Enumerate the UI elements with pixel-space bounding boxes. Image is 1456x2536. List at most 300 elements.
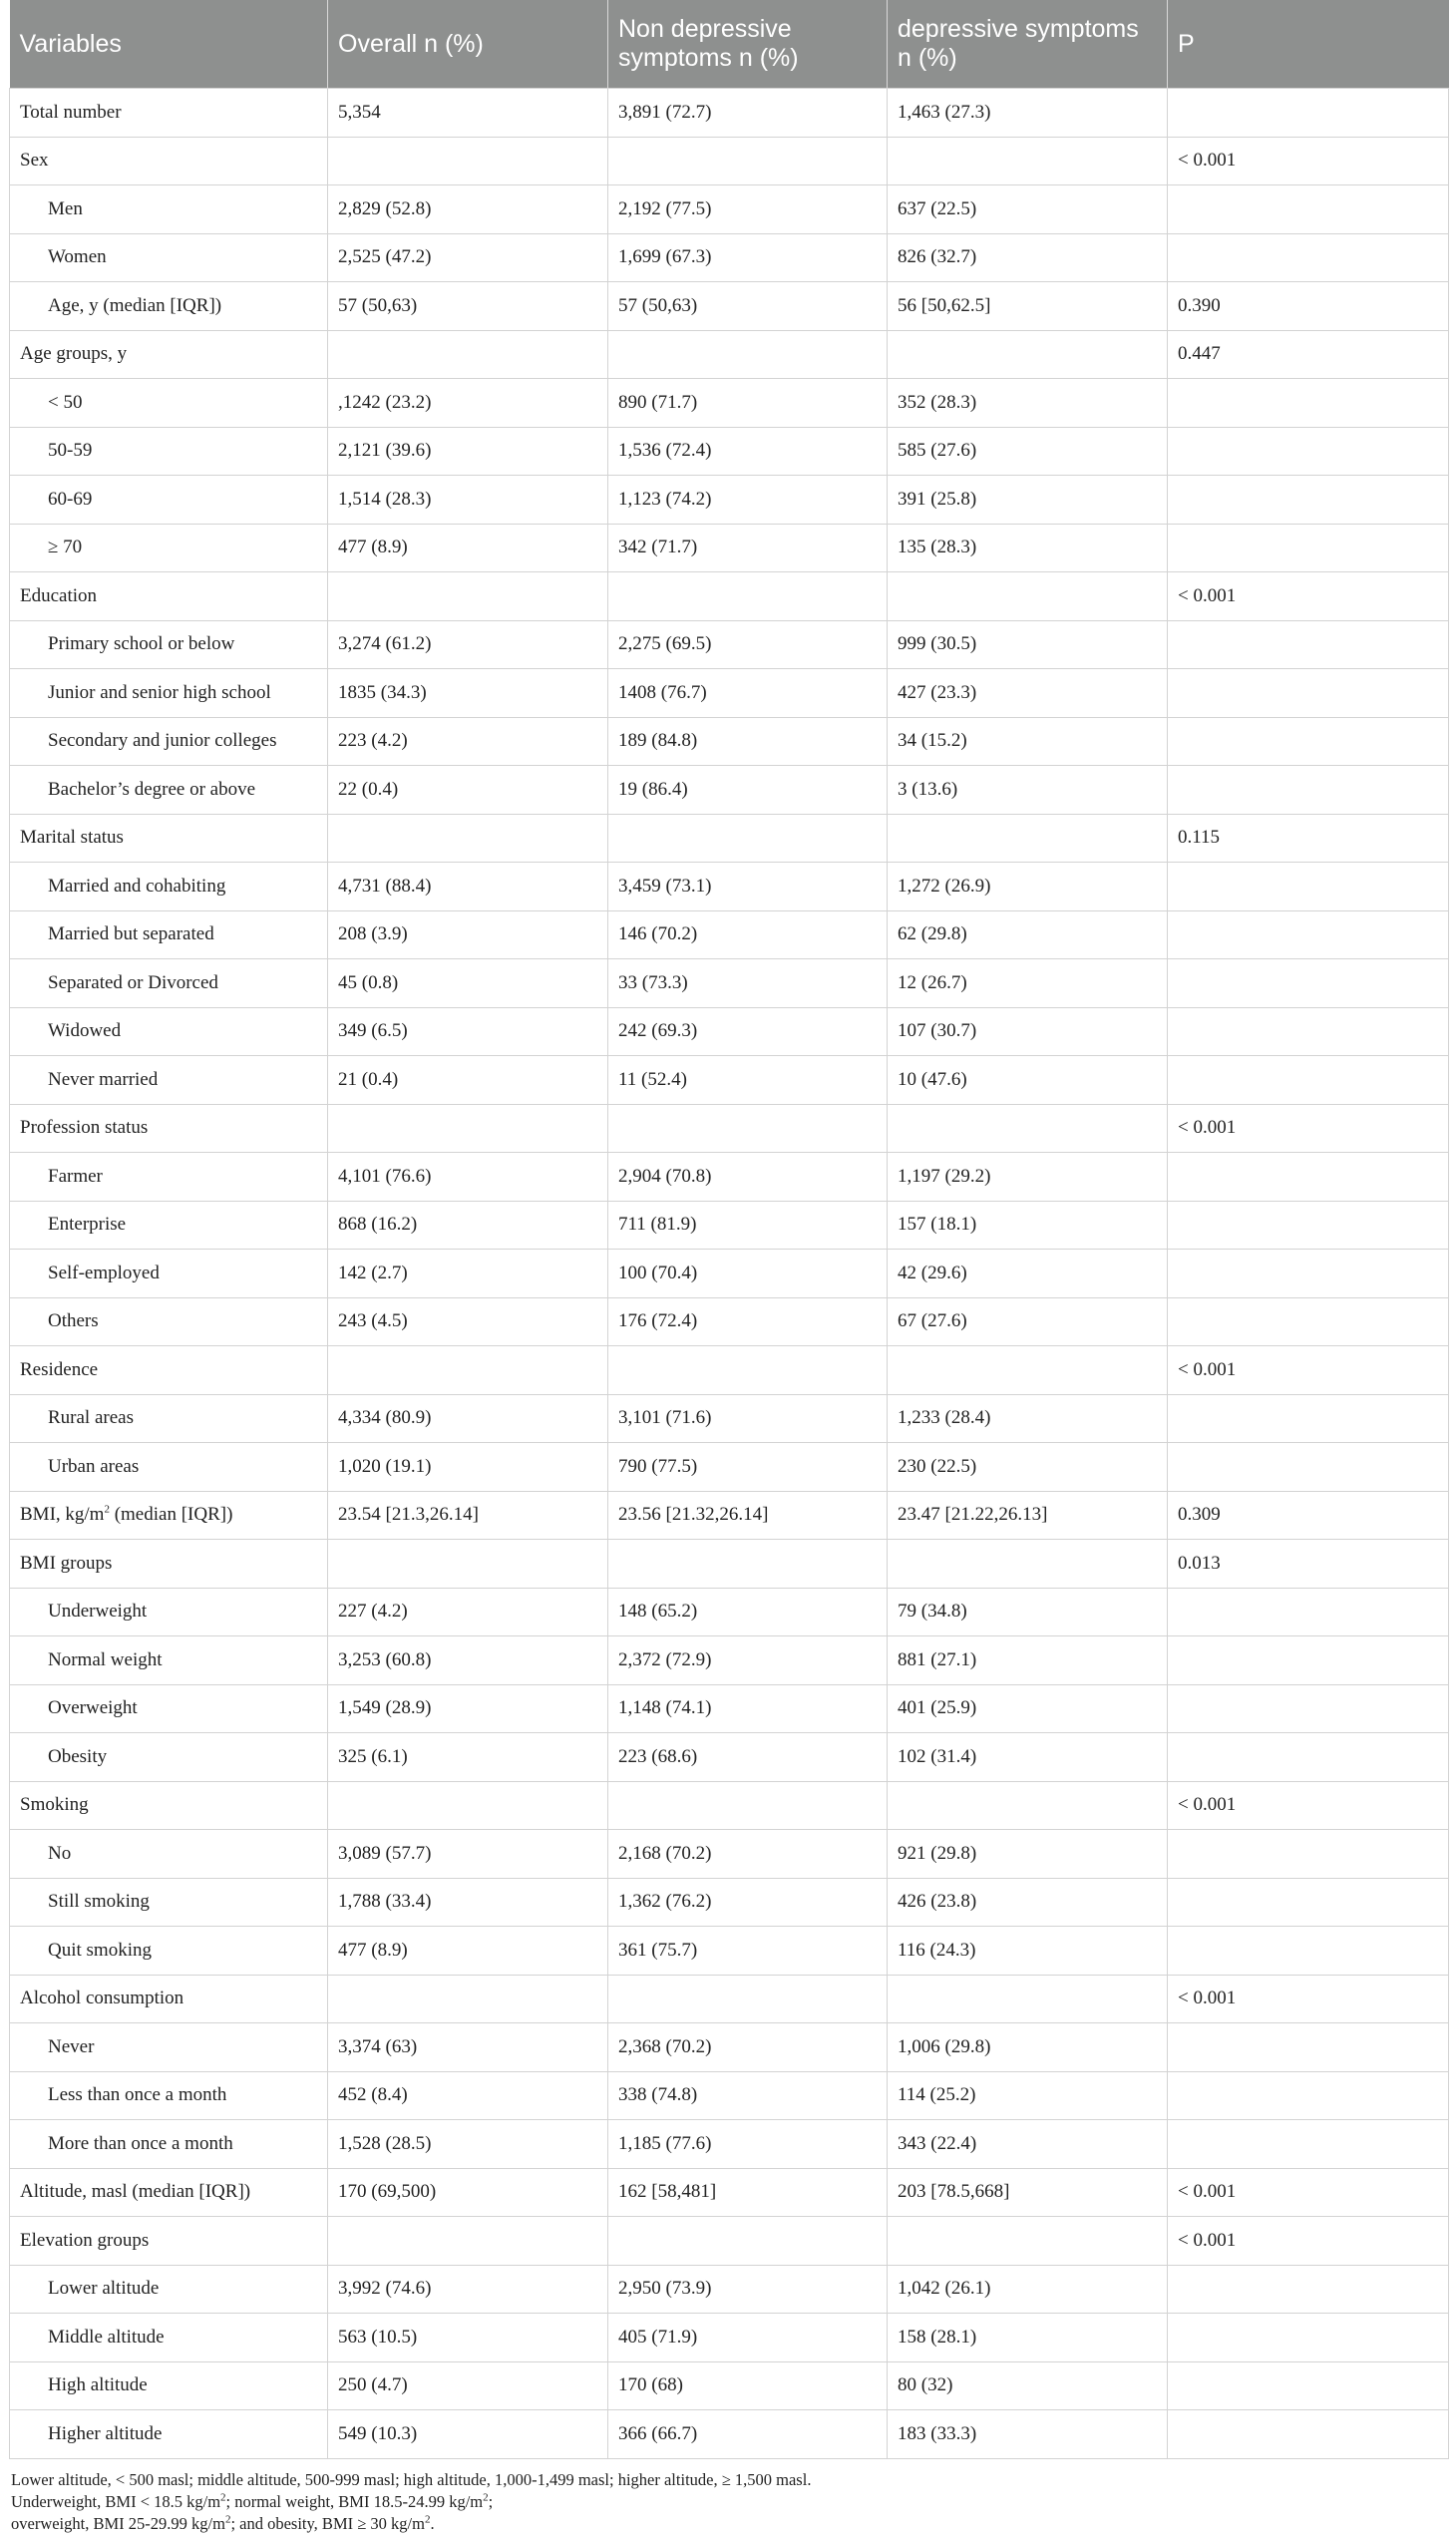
table-row: [10, 476, 1449, 525]
cell-p-value: [1168, 233, 1449, 282]
cell-overall: 2,525 (47.2): [328, 233, 608, 282]
cell-p-value: [1168, 959, 1449, 1008]
variable-label: Never: [48, 2035, 95, 2057]
footnote-text: overweight, BMI 25-29.99 kg/m: [11, 2513, 225, 2533]
table-body: [10, 89, 1449, 2459]
cell-depressive: 67 (27.6): [888, 1297, 1168, 1346]
cell-non-depressive: 890 (71.7): [608, 379, 888, 428]
variable-label: Primary school or below: [48, 633, 235, 655]
cell-depressive: [888, 814, 1168, 863]
table-row: [10, 379, 1449, 428]
cell-non-depressive: 223 (68.6): [608, 1733, 888, 1782]
cell-non-depressive: 176 (72.4): [608, 1297, 888, 1346]
table-row: [10, 766, 1449, 815]
cell-variable: [10, 1975, 328, 2023]
cell-non-depressive: 146 (70.2): [608, 910, 888, 959]
cell-non-depressive: [608, 1346, 888, 1395]
cell-variable: [10, 1346, 328, 1395]
cell-p-value: [1168, 1588, 1449, 1636]
table-row: [10, 2120, 1449, 2169]
cell-p-value: 0.309: [1168, 1491, 1449, 1540]
variable-label: Elevation groups: [20, 2229, 150, 2251]
cell-non-depressive: 2,904 (70.8): [608, 1153, 888, 1202]
cell-non-depressive: 3,891 (72.7): [608, 89, 888, 138]
variable-label: Married and cohabiting: [48, 875, 226, 897]
cell-depressive: 79 (34.8): [888, 1588, 1168, 1636]
cell-overall: 208 (3.9): [328, 910, 608, 959]
table-row: [10, 2265, 1449, 2314]
table-row: [10, 1153, 1449, 1202]
variable-label: Separated or Divorced: [48, 971, 218, 993]
table-row: [10, 863, 1449, 911]
cell-p-value: 0.447: [1168, 330, 1449, 379]
superscript: 2: [104, 1503, 110, 1516]
cell-variable: [10, 1491, 328, 1540]
variable-label: Residence: [20, 1358, 99, 1380]
cell-non-depressive: 2,192 (77.5): [608, 185, 888, 234]
variable-label: Middle altitude: [48, 2326, 165, 2348]
cell-p-value: [1168, 620, 1449, 669]
cell-p-value: [1168, 1201, 1449, 1250]
table-row: [10, 233, 1449, 282]
cell-variable: [10, 2168, 328, 2217]
cell-depressive: 135 (28.3): [888, 524, 1168, 572]
table-row: [10, 2217, 1449, 2266]
cell-non-depressive: 2,275 (69.5): [608, 620, 888, 669]
table-row: [10, 2023, 1449, 2072]
variable-label: Altitude, masl (median [IQR]): [20, 2181, 251, 2203]
cell-non-depressive: [608, 814, 888, 863]
cell-depressive: 158 (28.1): [888, 2314, 1168, 2362]
footnote-text: Underweight, BMI < 18.5 kg/m: [11, 2491, 221, 2511]
footnote-line: [11, 2513, 1448, 2535]
cell-p-value: 0.115: [1168, 814, 1449, 863]
cell-overall: [328, 330, 608, 379]
cell-overall: [328, 814, 608, 863]
cell-variable: [10, 524, 328, 572]
cell-variable: [10, 2071, 328, 2120]
cell-variable: [10, 814, 328, 863]
cell-non-depressive: 2,950 (73.9): [608, 2265, 888, 2314]
cell-p-value: [1168, 1153, 1449, 1202]
cell-p-value: [1168, 910, 1449, 959]
cell-p-value: [1168, 1830, 1449, 1879]
cell-non-depressive: 338 (74.8): [608, 2071, 888, 2120]
cell-overall: 549 (10.3): [328, 2410, 608, 2459]
cell-non-depressive: 1,362 (76.2): [608, 1878, 888, 1927]
cell-overall: 4,101 (76.6): [328, 1153, 608, 1202]
cell-overall: [328, 1540, 608, 1589]
cell-variable: [10, 1297, 328, 1346]
variable-label: Enterprise: [48, 1214, 127, 1236]
cell-p-value: < 0.001: [1168, 1104, 1449, 1153]
table-row: [10, 137, 1449, 185]
cell-depressive: [888, 2217, 1168, 2266]
cell-non-depressive: [608, 1540, 888, 1589]
table-row: [10, 2314, 1449, 2362]
cell-p-value: [1168, 863, 1449, 911]
cell-variable: [10, 1781, 328, 1830]
cell-depressive: 1,233 (28.4): [888, 1394, 1168, 1443]
cell-depressive: 921 (29.8): [888, 1830, 1168, 1879]
cell-p-value: [1168, 1733, 1449, 1782]
cell-non-depressive: 361 (75.7): [608, 1927, 888, 1976]
cell-variable: [10, 379, 328, 428]
cell-depressive: 56 [50,62.5]: [888, 282, 1168, 331]
cell-depressive: [888, 1346, 1168, 1395]
cell-overall: [328, 1975, 608, 2023]
cell-depressive: 23.47 [21.22,26.13]: [888, 1491, 1168, 1540]
cell-non-depressive: 1,699 (67.3): [608, 233, 888, 282]
cell-p-value: [1168, 427, 1449, 476]
cell-non-depressive: [608, 2217, 888, 2266]
cell-overall: 1,528 (28.5): [328, 2120, 608, 2169]
cell-p-value: [1168, 524, 1449, 572]
table-row: [10, 2071, 1449, 2120]
cell-depressive: 203 [78.5,668]: [888, 2168, 1168, 2217]
table-row: [10, 620, 1449, 669]
cell-non-depressive: 100 (70.4): [608, 1250, 888, 1298]
cell-overall: 3,274 (61.2): [328, 620, 608, 669]
cell-p-value: [1168, 1056, 1449, 1105]
variable-label: Secondary and junior colleges: [48, 730, 277, 752]
footnote-text: ; and obesity, BMI ≥ 30 kg/m: [230, 2513, 425, 2533]
cell-overall: [328, 572, 608, 621]
cell-non-depressive: 2,168 (70.2): [608, 1830, 888, 1879]
variable-label: Higher altitude: [48, 2422, 163, 2444]
cell-depressive: 401 (25.9): [888, 1684, 1168, 1733]
cell-non-depressive: 242 (69.3): [608, 1007, 888, 1056]
table-row: [10, 1104, 1449, 1153]
header-depressive: depressive symptoms n (%): [888, 0, 1168, 89]
cell-p-value: < 0.001: [1168, 137, 1449, 185]
cell-overall: 1835 (34.3): [328, 669, 608, 718]
cell-variable: [10, 2265, 328, 2314]
characteristics-table: [9, 0, 1449, 2459]
cell-p-value: [1168, 669, 1449, 718]
cell-depressive: 183 (33.3): [888, 2410, 1168, 2459]
cell-variable: [10, 910, 328, 959]
cell-overall: 57 (50,63): [328, 282, 608, 331]
cell-variable: [10, 233, 328, 282]
table-row: [10, 89, 1449, 138]
table-row: [10, 1443, 1449, 1492]
cell-depressive: 352 (28.3): [888, 379, 1168, 428]
cell-overall: 563 (10.5): [328, 2314, 608, 2362]
footnote-superscript: 2: [224, 2513, 231, 2525]
cell-depressive: 1,006 (29.8): [888, 2023, 1168, 2072]
table-row: [10, 1297, 1449, 1346]
cell-p-value: [1168, 1684, 1449, 1733]
cell-variable: [10, 1153, 328, 1202]
table-container: [9, 0, 1448, 2535]
footnote-line: [11, 2469, 1448, 2491]
cell-overall: [328, 1104, 608, 1153]
cell-non-depressive: [608, 1104, 888, 1153]
cell-variable: [10, 2314, 328, 2362]
table-header: [10, 0, 1449, 89]
cell-variable: [10, 2410, 328, 2459]
variable-label: Rural areas: [48, 1407, 134, 1429]
table-row: [10, 1056, 1449, 1105]
cell-depressive: 107 (30.7): [888, 1007, 1168, 1056]
table-row: [10, 1491, 1449, 1540]
header-row: [10, 0, 1449, 89]
cell-variable: [10, 1830, 328, 1879]
cell-depressive: 343 (22.4): [888, 2120, 1168, 2169]
cell-p-value: [1168, 2410, 1449, 2459]
cell-non-depressive: 57 (50,63): [608, 282, 888, 331]
cell-overall: 4,731 (88.4): [328, 863, 608, 911]
cell-non-depressive: [608, 137, 888, 185]
cell-non-depressive: 148 (65.2): [608, 1588, 888, 1636]
cell-overall: 452 (8.4): [328, 2071, 608, 2120]
cell-depressive: [888, 1104, 1168, 1153]
cell-variable: [10, 1588, 328, 1636]
cell-variable: [10, 1394, 328, 1443]
cell-p-value: [1168, 89, 1449, 138]
cell-overall: 45 (0.8): [328, 959, 608, 1008]
variable-label: Farmer: [48, 1165, 103, 1187]
table-row: [10, 330, 1449, 379]
cell-overall: 250 (4.7): [328, 2361, 608, 2410]
variable-label: Men: [48, 197, 83, 219]
table-row: [10, 910, 1449, 959]
cell-variable: [10, 476, 328, 525]
cell-overall: [328, 1346, 608, 1395]
cell-variable: [10, 1733, 328, 1782]
table-row: [10, 959, 1449, 1008]
table-row: [10, 2361, 1449, 2410]
cell-overall: [328, 1781, 608, 1830]
variable-label: Normal weight: [48, 1648, 163, 1670]
cell-variable: [10, 2120, 328, 2169]
cell-non-depressive: [608, 330, 888, 379]
table-row: [10, 427, 1449, 476]
variable-label: BMI, kg/m: [20, 1504, 105, 1526]
variable-label: No: [48, 1842, 72, 1864]
cell-p-value: [1168, 379, 1449, 428]
variable-label: Self-employed: [48, 1262, 160, 1283]
variable-label: More than once a month: [48, 2132, 233, 2154]
cell-variable: [10, 766, 328, 815]
cell-non-depressive: 3,459 (73.1): [608, 863, 888, 911]
table-row: [10, 572, 1449, 621]
footnote-line: [11, 2491, 1448, 2513]
cell-overall: 21 (0.4): [328, 1056, 608, 1105]
cell-p-value: [1168, 1250, 1449, 1298]
footnote-superscript: 2: [483, 2491, 489, 2503]
cell-depressive: 42 (29.6): [888, 1250, 1168, 1298]
cell-variable: [10, 185, 328, 234]
variable-label: Obesity: [48, 1745, 108, 1767]
table-footnotes: [9, 2469, 1448, 2535]
table-row: [10, 1927, 1449, 1976]
cell-non-depressive: 189 (84.8): [608, 717, 888, 766]
cell-depressive: 1,042 (26.1): [888, 2265, 1168, 2314]
cell-non-depressive: 342 (71.7): [608, 524, 888, 572]
cell-overall: 223 (4.2): [328, 717, 608, 766]
cell-depressive: 881 (27.1): [888, 1636, 1168, 1685]
variable-label: Women: [48, 246, 107, 268]
variable-label: Age, y (median [IQR]): [48, 294, 222, 316]
cell-variable: [10, 1636, 328, 1685]
cell-depressive: 1,272 (26.9): [888, 863, 1168, 911]
cell-overall: 227 (4.2): [328, 1588, 608, 1636]
cell-variable: [10, 89, 328, 138]
cell-p-value: [1168, 1394, 1449, 1443]
variable-label: Junior and senior high school: [48, 681, 271, 703]
cell-non-depressive: 170 (68): [608, 2361, 888, 2410]
variable-label: Alcohol consumption: [20, 1988, 184, 2009]
variable-label: ≥ 70: [48, 537, 83, 558]
cell-variable: [10, 2023, 328, 2072]
variable-label: Quit smoking: [48, 1939, 152, 1961]
cell-depressive: 637 (22.5): [888, 185, 1168, 234]
cell-p-value: < 0.001: [1168, 2217, 1449, 2266]
cell-variable: [10, 572, 328, 621]
cell-overall: 3,374 (63): [328, 2023, 608, 2072]
cell-depressive: 34 (15.2): [888, 717, 1168, 766]
cell-non-depressive: 2,372 (72.9): [608, 1636, 888, 1685]
cell-p-value: [1168, 1007, 1449, 1056]
cell-variable: [10, 1104, 328, 1153]
cell-non-depressive: 3,101 (71.6): [608, 1394, 888, 1443]
cell-variable: [10, 1927, 328, 1976]
cell-non-depressive: 33 (73.3): [608, 959, 888, 1008]
cell-variable: [10, 620, 328, 669]
cell-p-value: 0.013: [1168, 1540, 1449, 1589]
header-variables: Variables: [10, 0, 328, 89]
cell-variable: [10, 2361, 328, 2410]
cell-variable: [10, 717, 328, 766]
footnote-superscript: 2: [220, 2491, 226, 2503]
cell-depressive: 114 (25.2): [888, 2071, 1168, 2120]
cell-variable: [10, 137, 328, 185]
cell-overall: 22 (0.4): [328, 766, 608, 815]
table-row: [10, 1878, 1449, 1927]
cell-overall: 23.54 [21.3,26.14]: [328, 1491, 608, 1540]
footnote-superscript: 2: [424, 2513, 431, 2525]
cell-depressive: 12 (26.7): [888, 959, 1168, 1008]
variable-label: Age groups, y: [20, 343, 128, 365]
header-non-depressive: Non depressive symptoms n (%): [608, 0, 888, 89]
cell-depressive: 426 (23.8): [888, 1878, 1168, 1927]
variable-label: Married but separated: [48, 923, 214, 945]
cell-overall: 4,334 (80.9): [328, 1394, 608, 1443]
cell-p-value: [1168, 2314, 1449, 2362]
table-row: [10, 2410, 1449, 2459]
variable-label: Overweight: [48, 1697, 138, 1719]
cell-variable: [10, 2217, 328, 2266]
cell-variable: [10, 1201, 328, 1250]
cell-non-depressive: [608, 1781, 888, 1830]
header-p-value: P: [1168, 0, 1449, 89]
variable-label: Marital status: [20, 827, 124, 849]
cell-variable: [10, 1250, 328, 1298]
cell-variable: [10, 1684, 328, 1733]
cell-overall: 170 (69,500): [328, 2168, 608, 2217]
variable-label: Urban areas: [48, 1455, 140, 1477]
cell-variable: [10, 1540, 328, 1589]
cell-variable: [10, 959, 328, 1008]
cell-variable: [10, 427, 328, 476]
cell-variable: [10, 863, 328, 911]
cell-overall: 1,514 (28.3): [328, 476, 608, 525]
cell-p-value: [1168, 2265, 1449, 2314]
variable-label: Education: [20, 584, 98, 606]
table-row: [10, 1394, 1449, 1443]
variable-label: Sex: [20, 150, 49, 172]
cell-p-value: < 0.001: [1168, 1346, 1449, 1395]
cell-depressive: 116 (24.3): [888, 1927, 1168, 1976]
cell-depressive: 62 (29.8): [888, 910, 1168, 959]
cell-depressive: 391 (25.8): [888, 476, 1168, 525]
cell-non-depressive: 1408 (76.7): [608, 669, 888, 718]
cell-overall: 1,788 (33.4): [328, 1878, 608, 1927]
footnote-text: Lower altitude, < 500 masl; middle altitude, 500-999 masl; high altitude, 1,000-1,499 masl; higher altitude, ≥ 1,500 masl.: [11, 2469, 812, 2489]
footnote-text: .: [430, 2513, 435, 2533]
table-row: [10, 1588, 1449, 1636]
cell-variable: [10, 1443, 328, 1492]
cell-p-value: < 0.001: [1168, 2168, 1449, 2217]
cell-depressive: [888, 1540, 1168, 1589]
variable-label: Bachelor’s degree or above: [48, 778, 256, 800]
table-row: [10, 1684, 1449, 1733]
cell-depressive: 585 (27.6): [888, 427, 1168, 476]
variable-label: Still smoking: [48, 1891, 150, 1913]
cell-depressive: [888, 1781, 1168, 1830]
variable-label: Total number: [20, 101, 122, 123]
table-row: [10, 1540, 1449, 1589]
cell-overall: 3,992 (74.6): [328, 2265, 608, 2314]
cell-p-value: [1168, 2120, 1449, 2169]
cell-depressive: 230 (22.5): [888, 1443, 1168, 1492]
cell-overall: 1,549 (28.9): [328, 1684, 608, 1733]
cell-variable: [10, 1056, 328, 1105]
cell-overall: 2,829 (52.8): [328, 185, 608, 234]
cell-variable: [10, 1007, 328, 1056]
table-row: [10, 1830, 1449, 1879]
header-overall: Overall n (%): [328, 0, 608, 89]
table-row: [10, 717, 1449, 766]
cell-p-value: < 0.001: [1168, 1975, 1449, 2023]
table-row: [10, 1733, 1449, 1782]
footnote-text: ; normal weight, BMI 18.5-24.99 kg/m: [225, 2491, 484, 2511]
cell-depressive: 999 (30.5): [888, 620, 1168, 669]
cell-p-value: [1168, 185, 1449, 234]
cell-p-value: [1168, 1878, 1449, 1927]
cell-depressive: [888, 330, 1168, 379]
variable-label: Smoking: [20, 1794, 89, 1816]
cell-non-depressive: 711 (81.9): [608, 1201, 888, 1250]
cell-non-depressive: 23.56 [21.32,26.14]: [608, 1491, 888, 1540]
cell-overall: 142 (2.7): [328, 1250, 608, 1298]
cell-p-value: < 0.001: [1168, 572, 1449, 621]
table-row: [10, 524, 1449, 572]
cell-overall: 5,354: [328, 89, 608, 138]
cell-non-depressive: 366 (66.7): [608, 2410, 888, 2459]
cell-non-depressive: 162 [58,481]: [608, 2168, 888, 2217]
table-row: [10, 1975, 1449, 2023]
footnote-text: ;: [488, 2491, 494, 2511]
variable-label: 60-69: [48, 488, 93, 510]
table-row: [10, 814, 1449, 863]
table-row: [10, 282, 1449, 331]
cell-p-value: [1168, 2071, 1449, 2120]
cell-p-value: 0.390: [1168, 282, 1449, 331]
cell-p-value: [1168, 476, 1449, 525]
